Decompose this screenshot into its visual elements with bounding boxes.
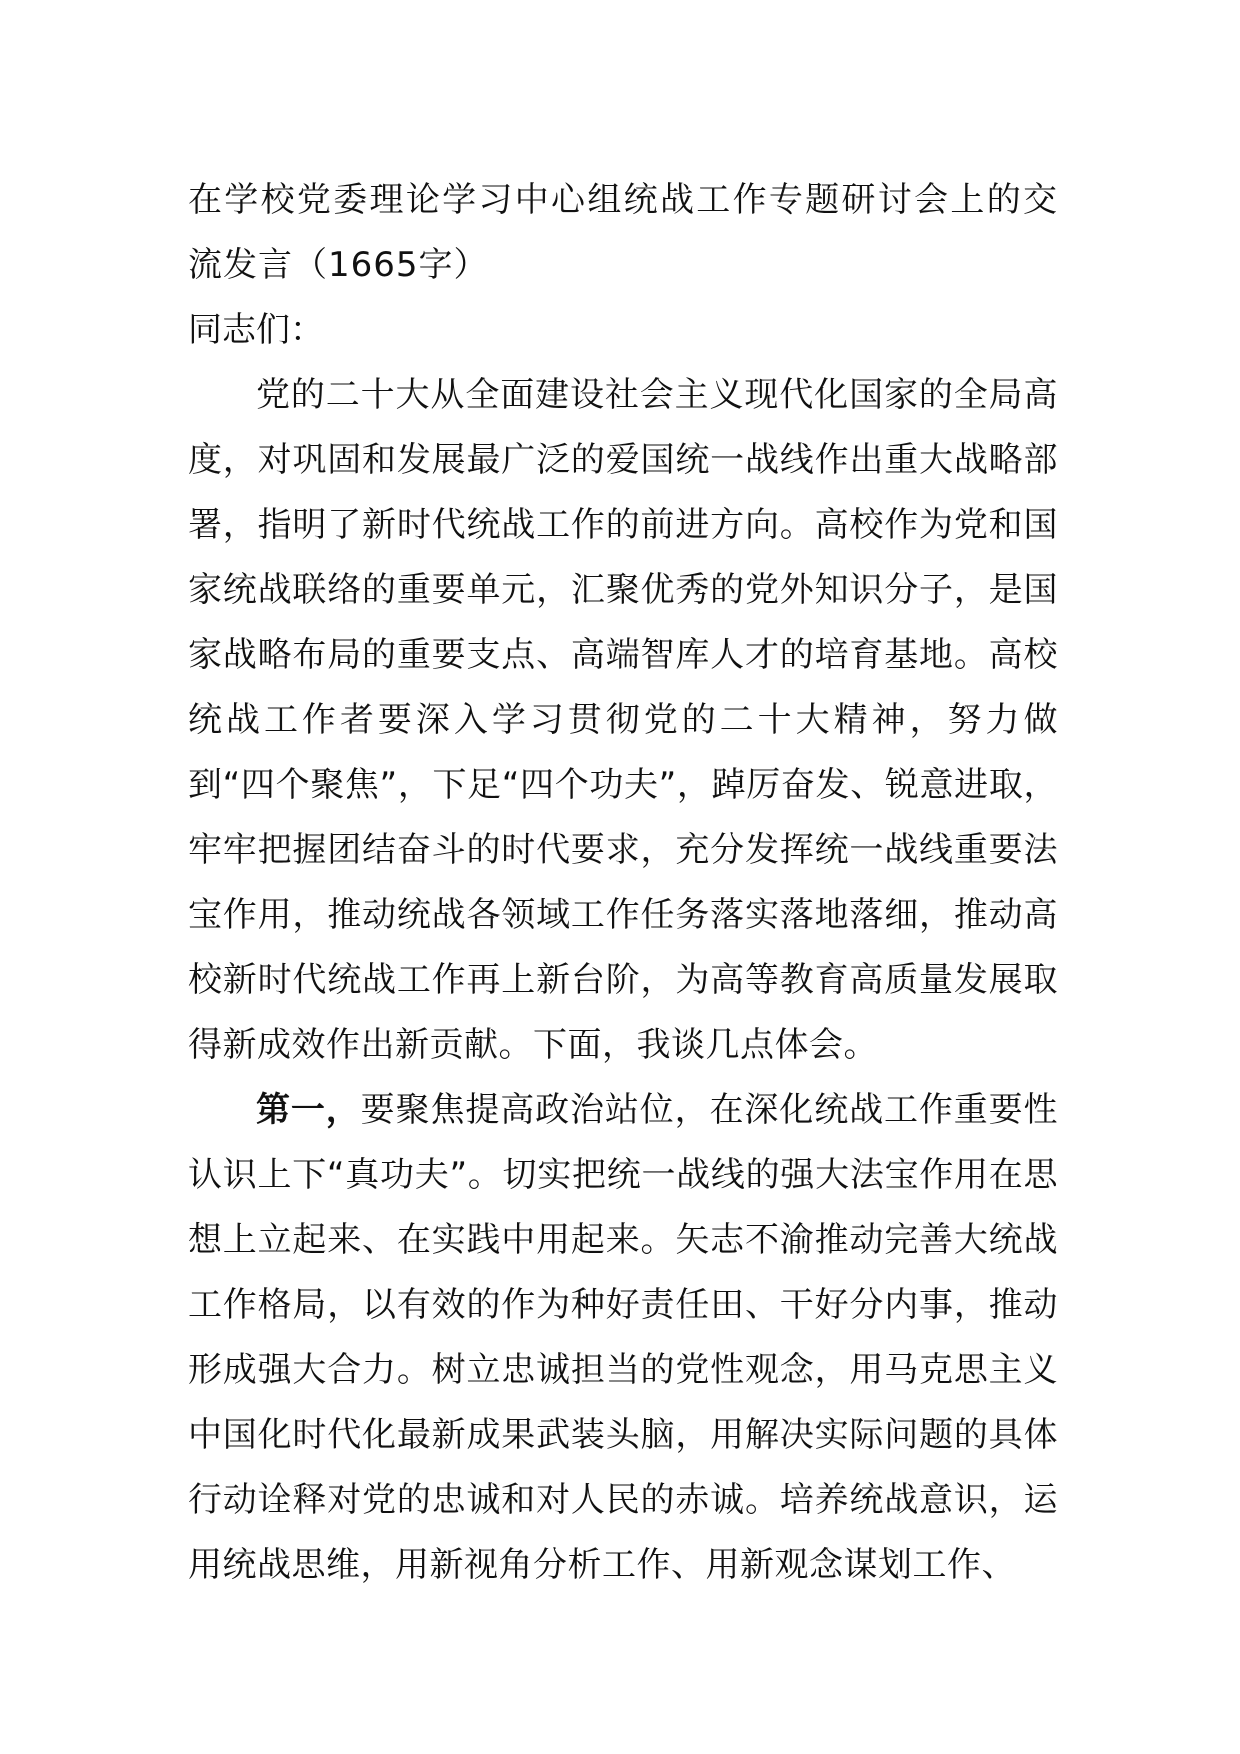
document-title: 在学校党委理论学习中心组统战工作专题研讨会上的交流发言（1665字） <box>188 180 1058 285</box>
paragraph-2-lead: 第一， <box>256 1090 361 1130</box>
paragraph-2 <box>188 1078 1058 1598</box>
paragraph-2-text: 要聚焦提高政治站位，在深化统战工作重要性认识上下“真功夫”。切实把统一战线的强大法宝作用在思想上立起来、在实践中用起来。矢志不渝推动完善大统战工作格局，以有效的作为种好责任田、干好分内事，推动形成强大合力。树立忠诚担当的党性观念，用马克思主义中国化时代化最新成果武装头脑，用解决实际问题的具体行动诠释对党的忠诚和对人民的赤诚。培养统战意识，运用统战思维，用新视角分析工作、用新观念谋划工作、 <box>188 1090 1059 1585</box>
paragraph-1 <box>188 363 1058 1078</box>
paragraph-1-text: 党的二十大从全面建设社会主义现代化国家的全局高度，对巩固和发展最广泛的爱国统一战线作出重大战略部署，指明了新时代统战工作的前进方向。高校作为党和国家统战联络的重要单元，汇聚优秀的党外知识分子，是国家战略布局的重要支点、高端智库人才的培育基地。高校统战工作者要深入学习贯彻党的二十大精神，努力做到“四个聚焦”，下足“四个功夫”，踔厉奋发、锐意进取，牢牢把握团结奋斗的时代要求，充分发挥统一战线重要法宝作用，推动统战各领域工作任务落实落地落细，推动高校新时代统战工作再上新台阶，为高等教育高质量发展取得新成效作出新贡献。下面，我谈几点体会。 <box>188 375 1058 1065</box>
salutation: 同志们： <box>188 310 324 350</box>
document-page <box>188 168 1058 1598</box>
